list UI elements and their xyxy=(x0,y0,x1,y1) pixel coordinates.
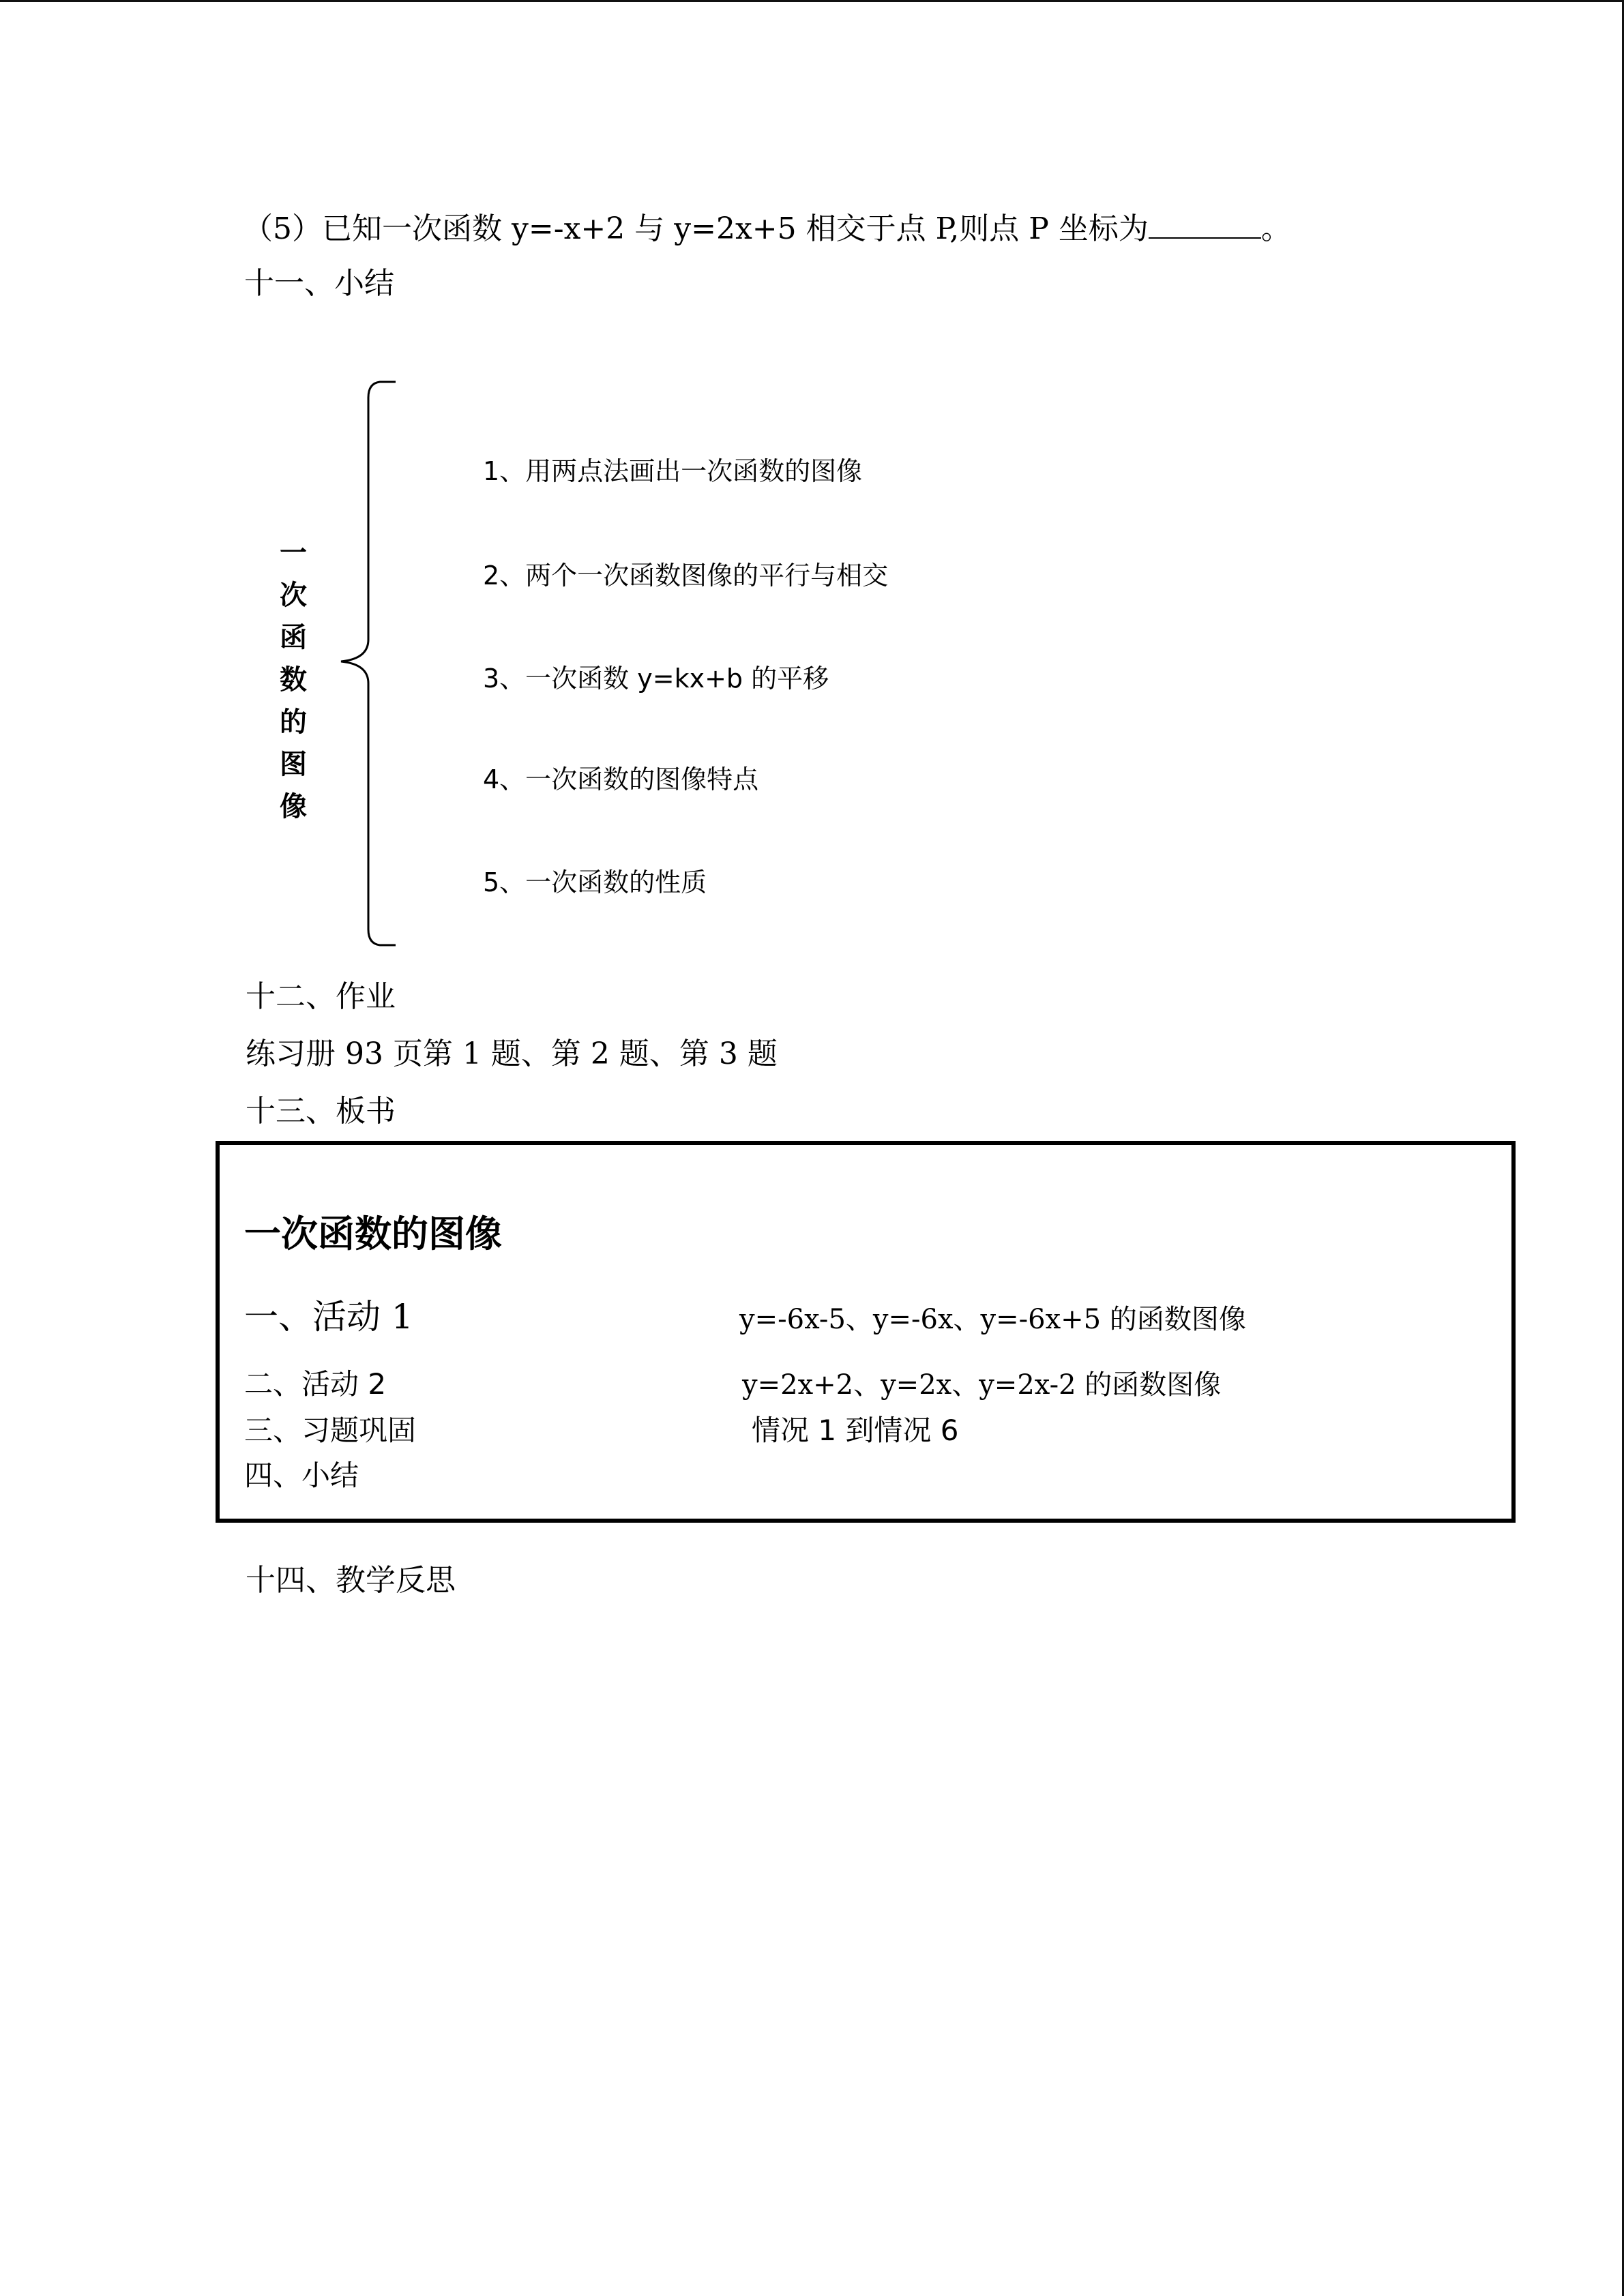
question-5-text: （5）已知一次函数 y=-x+2 与 y=2x+5 相交于点 P,则点 P 坐标为 xyxy=(243,211,1149,246)
summary-item-1: 1、用两点法画出一次函数的图像 xyxy=(483,456,863,486)
board-row-4-label: 四、小结 xyxy=(244,1459,359,1492)
section-heading-reflection: 十四、教学反思 xyxy=(246,1563,456,1598)
summary-item-3: 3、一次函数 y=kx+b 的平移 xyxy=(483,664,829,694)
section-heading-board: 十三、板书 xyxy=(246,1094,396,1129)
summary-item-4: 4、一次函数的图像特点 xyxy=(483,764,759,794)
question-5 xyxy=(243,211,1291,244)
question-5-end: 。 xyxy=(1260,211,1291,246)
board-title: 一次函数的图像 xyxy=(244,1212,502,1255)
board-row-3-label: 三、习题巩固 xyxy=(244,1414,417,1447)
board-row-3-detail: 情况 1 到情况 6 xyxy=(752,1414,959,1447)
section-heading-summary: 十一、小结 xyxy=(244,266,394,301)
section-heading-homework: 十二、作业 xyxy=(246,979,396,1014)
curly-brace-icon xyxy=(338,381,399,946)
board-row-2-label: 二、活动 2 xyxy=(244,1367,387,1401)
summary-item-2: 2、两个一次函数图像的平行与相交 xyxy=(483,561,889,591)
answer-blank[interactable] xyxy=(1149,211,1261,239)
summary-vertical-title: 一 次 函 数 的 图 像 xyxy=(280,537,307,822)
board-row-1-detail: y=-6x-5、y=-6x、y=-6x+5 的函数图像 xyxy=(739,1304,1246,1335)
homework-text: 练习册 93 页第 1 题、第 2 题、第 3 题 xyxy=(246,1037,778,1071)
board-box xyxy=(216,1141,1516,1523)
board-row-2-detail: y=2x+2、y=2x、y=2x-2 的函数图像 xyxy=(742,1369,1222,1401)
page-top-edge xyxy=(0,0,1624,2)
summary-item-5: 5、一次函数的性质 xyxy=(483,867,707,897)
board-row-1-label: 一、活动 1 xyxy=(244,1297,413,1337)
